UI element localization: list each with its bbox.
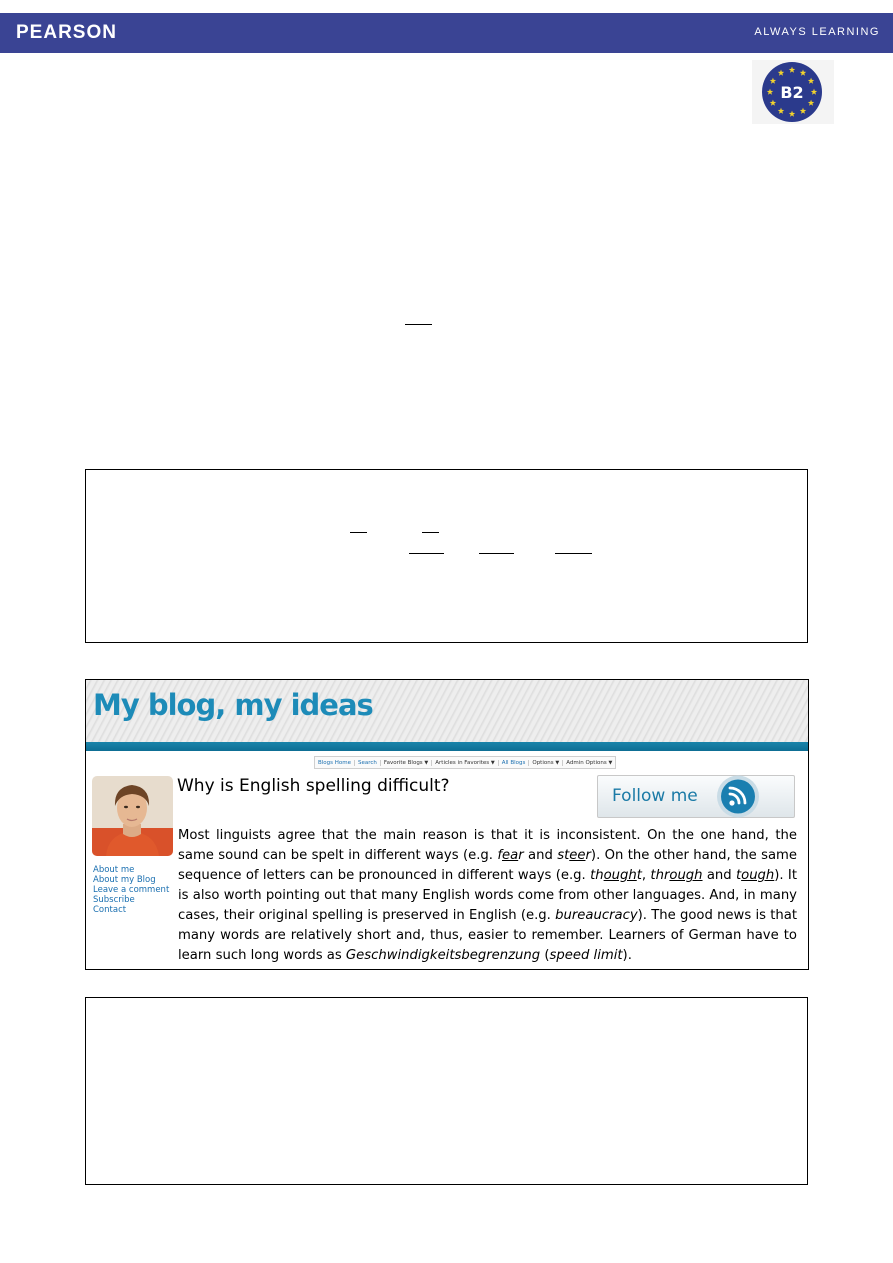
example-word: bureaucracy (555, 908, 638, 923)
level-badge (752, 60, 834, 124)
link-about-my-blog[interactable]: About my Blog (93, 875, 156, 885)
blog-banner-title: My blog, my ideas (93, 688, 373, 722)
post-body: Most linguists agree that the main reason is that it is inconsistent. On the one hand, the same sound can be spelt in different ways (e.g. fear and steer). On the other hand, the same sequence of letters can be pronounced in different ways (e.g. thought, through and tough). It is also worth pointing out that many English words come from other languages. And, in many cases, their original spelling is preserved in English (e.g. bureaucracy). The good news is that many words are relatively short and, thus, easier to remember. Learners of German have to learn such long words as Geschwindigkeitsbegrenzung (speed limit). (178, 828, 797, 963)
follow-me-label: Follow me (612, 786, 698, 806)
blank-line (405, 324, 432, 325)
example-word: fear (497, 848, 524, 863)
nav-search[interactable]: Search (355, 760, 381, 766)
nav-admin-options[interactable]: Admin Options ▼ (566, 759, 613, 766)
header-bar (0, 13, 893, 53)
blank-line (555, 553, 592, 554)
example-word: steer (557, 848, 591, 863)
link-subscribe[interactable]: Subscribe (93, 895, 135, 905)
example-word: Geschwindigkeitsbegrenzung (345, 948, 541, 963)
caret-down-icon: ▼ (424, 759, 429, 766)
link-leave-a-comment[interactable]: Leave a comment (93, 885, 170, 895)
link-about-me[interactable]: About me (93, 865, 135, 875)
caret-down-icon: ▼ (490, 759, 495, 766)
answer-box (85, 469, 808, 643)
answer-box (85, 997, 808, 1185)
nav-options[interactable]: Options ▼ (529, 760, 563, 766)
rss-icon (713, 775, 763, 818)
example-word: speed limit (549, 948, 623, 963)
blank-line (422, 532, 439, 533)
example-word: thought (590, 868, 642, 883)
tagline: ALWAYS LEARNING (754, 26, 880, 38)
banner-bar (86, 742, 808, 751)
blank-line (479, 553, 514, 554)
caret-down-icon: ▼ (555, 759, 560, 766)
nav-articles-in-favorites[interactable]: Articles in Favorites ▼ (432, 760, 498, 766)
badge-label: B2 (780, 83, 804, 102)
example-word: through (650, 868, 703, 883)
avatar (92, 776, 173, 856)
follow-me-button[interactable] (597, 775, 795, 818)
blog-nav (314, 756, 616, 769)
nav-favorite-blogs[interactable]: Favorite Blogs ▼ (381, 760, 432, 766)
link-contact[interactable]: Contact (93, 905, 127, 915)
nav-blogs-home[interactable]: Blogs Home (315, 760, 355, 766)
sidebar-links (93, 865, 169, 915)
blank-line (350, 532, 367, 533)
post-title: Why is English spelling difficult? (177, 776, 450, 796)
blog-screenshot (85, 679, 809, 970)
blank-line (409, 553, 444, 554)
blog-banner (86, 680, 808, 742)
nav-all-blogs[interactable]: All Blogs (499, 760, 530, 766)
brand-logo: PEARSON (16, 22, 117, 43)
example-word: tough (735, 868, 775, 883)
caret-down-icon: ▼ (608, 759, 613, 766)
